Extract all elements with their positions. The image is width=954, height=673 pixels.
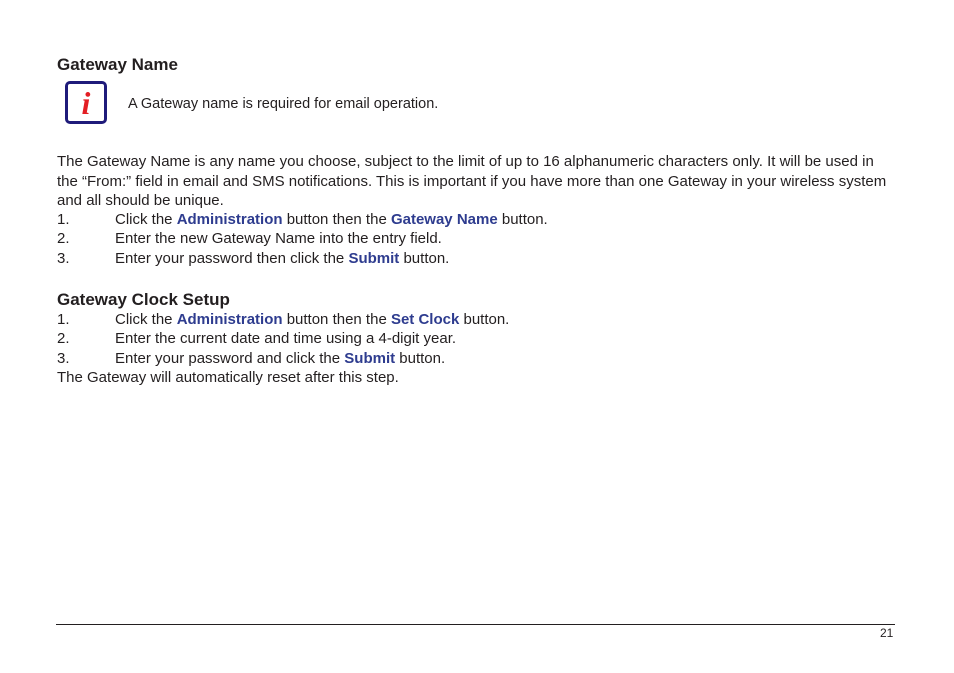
svg-text:i: i bbox=[81, 85, 91, 121]
step-text: button. bbox=[399, 250, 450, 267]
section-heading-gateway-clock: Gateway Clock Setup bbox=[57, 290, 230, 309]
set-clock-button-ref: Set Clock bbox=[390, 311, 460, 328]
step-text: button then the bbox=[282, 311, 391, 328]
step-number: 2. bbox=[57, 330, 70, 347]
administration-button-ref: Administration bbox=[176, 311, 283, 328]
administration-button-ref: Administration bbox=[176, 211, 283, 228]
step-number: 3. bbox=[57, 350, 70, 367]
section-heading-gateway-name: Gateway Name bbox=[57, 55, 178, 74]
info-note: A Gateway name is required for email operation. bbox=[128, 96, 439, 112]
step-text: Click the bbox=[115, 311, 177, 328]
info-icon bbox=[65, 81, 107, 124]
step-number: 1. bbox=[57, 311, 70, 328]
step-text: button. bbox=[497, 211, 548, 228]
gateway-name-paragraph: The Gateway Name is any name you choose, subject to the limit of up to 16 alphanumeric characters only. It will be used in the “From:” field in email and SMS notifications. This is important if you have more than one Gateway in your wireless system and all should be unique. bbox=[57, 153, 887, 209]
step-text: Enter your password then click the bbox=[115, 250, 349, 267]
footer-divider bbox=[56, 624, 895, 625]
step-number: 2. bbox=[57, 230, 70, 247]
gateway-name-button-ref: Gateway Name bbox=[390, 211, 498, 228]
gateway-clock-footer-text: The Gateway will automatically reset after this step. bbox=[57, 369, 399, 386]
step-number: 3. bbox=[57, 250, 70, 267]
submit-button-ref: Submit bbox=[348, 250, 400, 267]
step-text: Enter the current date and time using a 4-digit year. bbox=[115, 330, 457, 347]
submit-button-ref: Submit bbox=[344, 350, 396, 367]
step-text: Enter your password and click the bbox=[115, 350, 345, 367]
step-number: 1. bbox=[57, 211, 70, 228]
step-text: Click the bbox=[115, 211, 177, 228]
step-text: button. bbox=[459, 311, 510, 328]
step-text: button then the bbox=[282, 211, 391, 228]
step-text: Enter the new Gateway Name into the entry field. bbox=[115, 230, 442, 247]
step-text: button. bbox=[395, 350, 446, 367]
page-number: 21 bbox=[880, 626, 894, 640]
